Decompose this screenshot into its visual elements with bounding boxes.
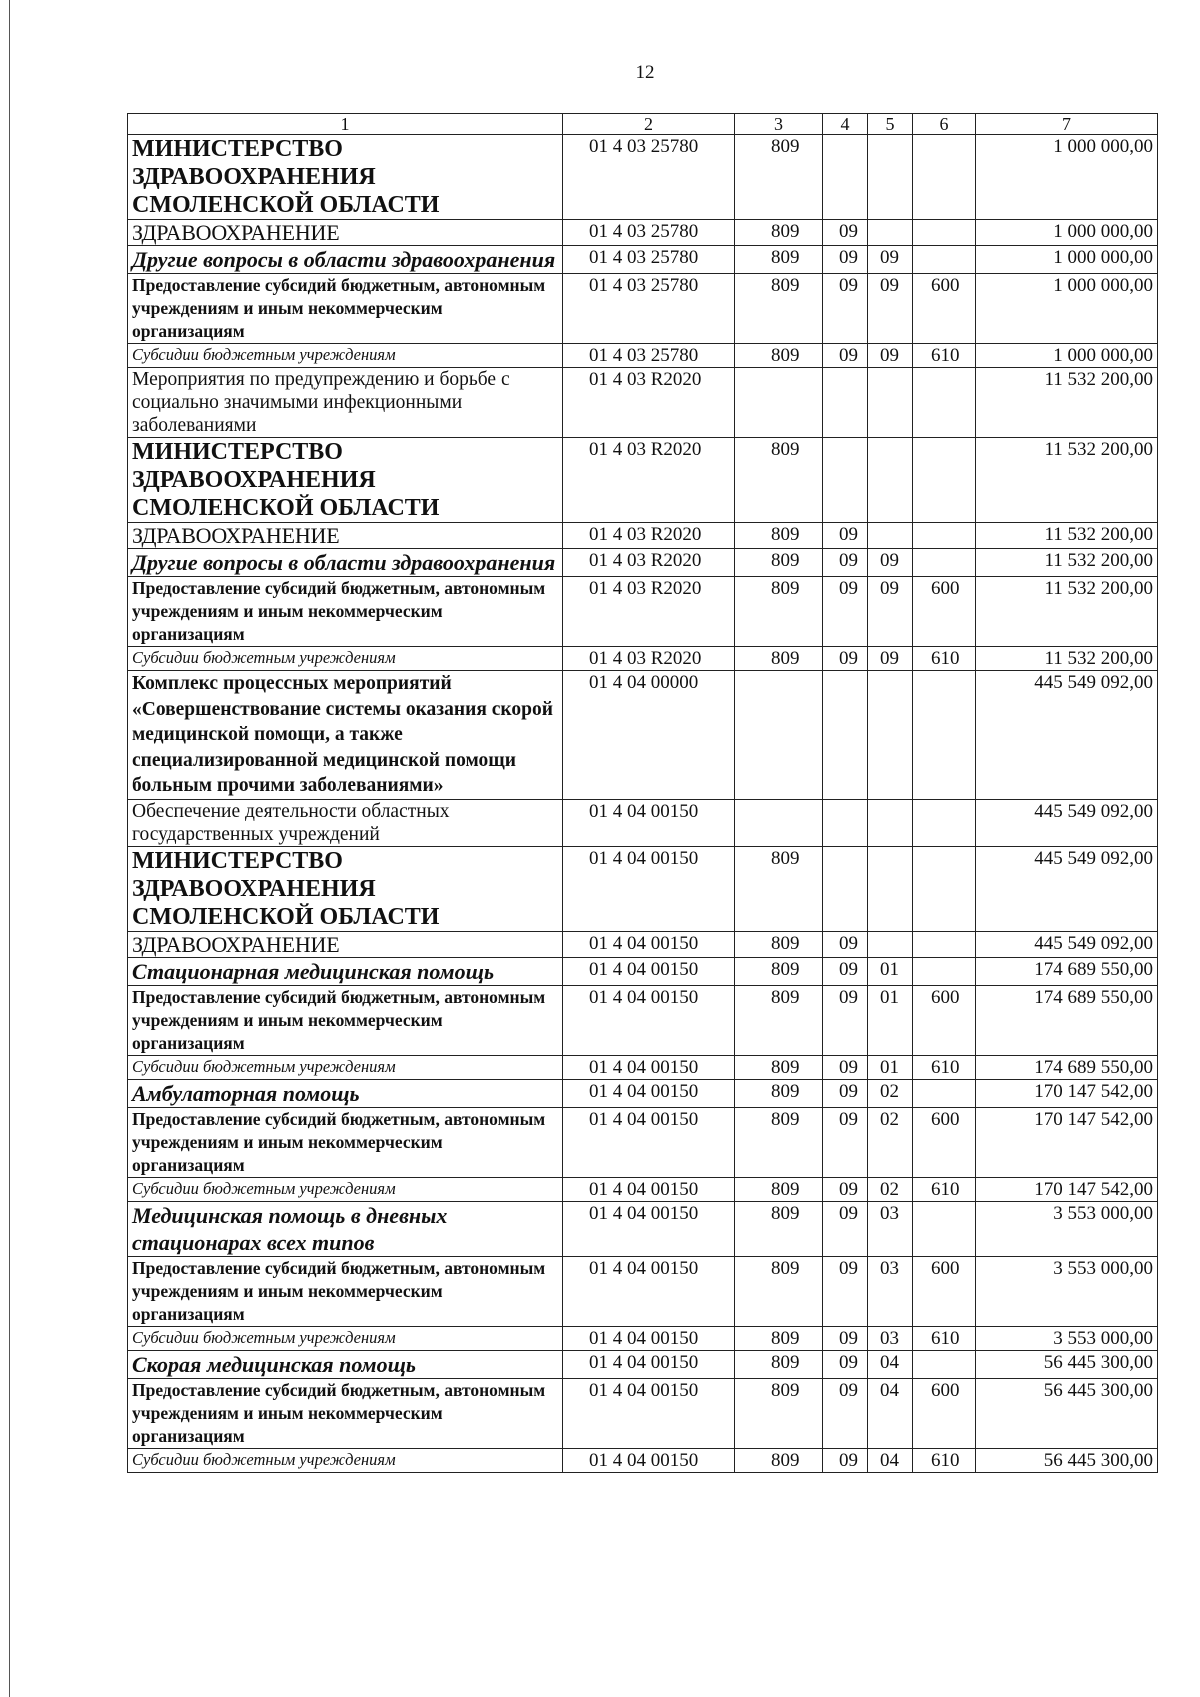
subsection-code (868, 368, 913, 438)
expense-type-code (913, 135, 976, 220)
expense-type-code: 610 (913, 344, 976, 368)
subsection-code (868, 799, 913, 846)
row-name: Обеспечение деятельности областных государственных учреждений (128, 799, 563, 846)
administrator-code: 809 (735, 1079, 823, 1107)
amount: 3 553 000,00 (976, 1256, 1158, 1326)
expense-type-code (913, 671, 976, 800)
section-code: 09 (823, 220, 868, 246)
table-row (128, 274, 1158, 344)
administrator-code: 809 (735, 957, 823, 985)
amount: 1 000 000,00 (976, 135, 1158, 220)
table-row (128, 438, 1158, 523)
section-code: 09 (823, 577, 868, 647)
row-name: ЗДРАВООХРАНЕНИЕ (128, 931, 563, 957)
expense-type-code: 610 (913, 1055, 976, 1079)
subsection-code: 02 (868, 1177, 913, 1201)
section-code (823, 846, 868, 931)
subsection-code: 04 (868, 1378, 913, 1448)
section-code: 09 (823, 647, 868, 671)
amount: 445 549 092,00 (976, 799, 1158, 846)
row-name: ЗДРАВООХРАНЕНИЕ (128, 523, 563, 549)
column-number: 6 (913, 114, 976, 135)
table-row (128, 246, 1158, 274)
budget-table-body (128, 114, 1158, 1473)
column-number: 5 (868, 114, 913, 135)
amount: 445 549 092,00 (976, 931, 1158, 957)
table-row (128, 135, 1158, 220)
row-name: ЗДРАВООХРАНЕНИЕ (128, 220, 563, 246)
subsection-code (868, 438, 913, 523)
administrator-code (735, 671, 823, 800)
table-row (128, 1326, 1158, 1350)
administrator-code (735, 368, 823, 438)
target-article-code: 01 4 04 00150 (563, 799, 735, 846)
section-code: 09 (823, 1256, 868, 1326)
expense-type-code: 600 (913, 1107, 976, 1177)
row-name: Амбулаторная помощь (128, 1079, 563, 1107)
row-name: Предоставление субсидий бюджетным, автономным учреждениям и иным некоммерческим организациям (128, 274, 563, 344)
target-article-code: 01 4 04 00150 (563, 1378, 735, 1448)
subsection-code: 01 (868, 1055, 913, 1079)
table-row (128, 957, 1158, 985)
expense-type-code (913, 246, 976, 274)
section-code (823, 135, 868, 220)
target-article-code: 01 4 03 R2020 (563, 549, 735, 577)
table-row (128, 1350, 1158, 1378)
row-name: Субсидии бюджетным учреждениям (128, 1055, 563, 1079)
row-name: МИНИСТЕРСТВО ЗДРАВООХРАНЕНИЯ СМОЛЕНСКОЙ ОБЛАСТИ (128, 135, 563, 220)
target-article-code: 01 4 04 00150 (563, 1256, 735, 1326)
section-code: 09 (823, 523, 868, 549)
subsection-code: 03 (868, 1326, 913, 1350)
amount: 170 147 542,00 (976, 1079, 1158, 1107)
subsection-code: 09 (868, 549, 913, 577)
budget-table (127, 113, 1158, 1473)
row-name: Предоставление субсидий бюджетным, автономным учреждениям и иным некоммерческим организациям (128, 1378, 563, 1448)
row-name: Субсидии бюджетным учреждениям (128, 344, 563, 368)
section-code: 09 (823, 1326, 868, 1350)
administrator-code: 809 (735, 1201, 823, 1256)
subsection-code: 01 (868, 957, 913, 985)
amount: 56 445 300,00 (976, 1350, 1158, 1378)
column-number-row (128, 114, 1158, 135)
amount: 174 689 550,00 (976, 985, 1158, 1055)
amount: 170 147 542,00 (976, 1107, 1158, 1177)
expense-type-code: 610 (913, 1177, 976, 1201)
administrator-code: 809 (735, 523, 823, 549)
amount: 56 445 300,00 (976, 1448, 1158, 1472)
amount: 170 147 542,00 (976, 1177, 1158, 1201)
row-name: Предоставление субсидий бюджетным, автономным учреждениям и иным некоммерческим организациям (128, 985, 563, 1055)
target-article-code: 01 4 04 00150 (563, 1201, 735, 1256)
subsection-code: 03 (868, 1201, 913, 1256)
subsection-code (868, 931, 913, 957)
expense-type-code (913, 1201, 976, 1256)
expense-type-code: 600 (913, 1378, 976, 1448)
section-code (823, 438, 868, 523)
subsection-code: 09 (868, 344, 913, 368)
administrator-code: 809 (735, 549, 823, 577)
amount: 56 445 300,00 (976, 1378, 1158, 1448)
row-name: Мероприятия по предупреждению и борьбе с социально значимыми инфекционными заболеваниями (128, 368, 563, 438)
scan-edge-line (9, 0, 10, 1697)
section-code: 09 (823, 274, 868, 344)
expense-type-code (913, 1079, 976, 1107)
subsection-code: 02 (868, 1107, 913, 1177)
target-article-code: 01 4 03 R2020 (563, 577, 735, 647)
target-article-code: 01 4 04 00150 (563, 931, 735, 957)
row-name: Стационарная медицинская помощь (128, 957, 563, 985)
table-row (128, 549, 1158, 577)
amount: 174 689 550,00 (976, 1055, 1158, 1079)
administrator-code: 809 (735, 1055, 823, 1079)
target-article-code: 01 4 03 25780 (563, 246, 735, 274)
row-name: Предоставление субсидий бюджетным, автономным учреждениям и иным некоммерческим организациям (128, 577, 563, 647)
table-row (128, 846, 1158, 931)
amount: 11 532 200,00 (976, 549, 1158, 577)
amount: 445 549 092,00 (976, 671, 1158, 800)
target-article-code: 01 4 04 00150 (563, 1350, 735, 1378)
expense-type-code (913, 549, 976, 577)
target-article-code: 01 4 03 25780 (563, 220, 735, 246)
subsection-code (868, 220, 913, 246)
subsection-code: 09 (868, 274, 913, 344)
section-code: 09 (823, 1378, 868, 1448)
subsection-code: 03 (868, 1256, 913, 1326)
administrator-code (735, 799, 823, 846)
table-row (128, 1256, 1158, 1326)
row-name: Медицинская помощь в дневных стационарах всех типов (128, 1201, 563, 1256)
administrator-code: 809 (735, 135, 823, 220)
row-name: МИНИСТЕРСТВО ЗДРАВООХРАНЕНИЯ СМОЛЕНСКОЙ ОБЛАСТИ (128, 438, 563, 523)
row-name: Субсидии бюджетным учреждениям (128, 1448, 563, 1472)
amount: 1 000 000,00 (976, 246, 1158, 274)
amount: 11 532 200,00 (976, 438, 1158, 523)
table-row (128, 523, 1158, 549)
section-code (823, 671, 868, 800)
section-code: 09 (823, 985, 868, 1055)
expense-type-code: 610 (913, 647, 976, 671)
target-article-code: 01 4 03 25780 (563, 135, 735, 220)
expense-type-code (913, 846, 976, 931)
expense-type-code (913, 957, 976, 985)
target-article-code: 01 4 04 00150 (563, 1177, 735, 1201)
row-name: Скорая медицинская помощь (128, 1350, 563, 1378)
section-code: 09 (823, 1201, 868, 1256)
section-code: 09 (823, 1350, 868, 1378)
section-code: 09 (823, 1079, 868, 1107)
amount: 445 549 092,00 (976, 846, 1158, 931)
section-code: 09 (823, 1177, 868, 1201)
section-code: 09 (823, 1055, 868, 1079)
target-article-code: 01 4 04 00150 (563, 1055, 735, 1079)
target-article-code: 01 4 04 00150 (563, 846, 735, 931)
administrator-code: 809 (735, 985, 823, 1055)
expense-type-code: 600 (913, 985, 976, 1055)
administrator-code: 809 (735, 1177, 823, 1201)
column-number: 3 (735, 114, 823, 135)
table-row (128, 1055, 1158, 1079)
section-code: 09 (823, 1107, 868, 1177)
target-article-code: 01 4 03 R2020 (563, 523, 735, 549)
page-number: 12 (635, 62, 655, 83)
subsection-code (868, 135, 913, 220)
expense-type-code: 600 (913, 577, 976, 647)
row-name: Другие вопросы в области здравоохранения (128, 549, 563, 577)
row-name: Комплекс процессных мероприятий «Совершенствование системы оказания скорой медицинской помощи, а также специализированной медицинской помощи больным прочими заболеваниями» (128, 671, 563, 800)
target-article-code: 01 4 03 R2020 (563, 368, 735, 438)
administrator-code: 809 (735, 1350, 823, 1378)
subsection-code: 01 (868, 985, 913, 1055)
administrator-code: 809 (735, 1107, 823, 1177)
section-code: 09 (823, 549, 868, 577)
administrator-code: 809 (735, 647, 823, 671)
table-row (128, 1107, 1158, 1177)
administrator-code: 809 (735, 438, 823, 523)
amount: 3 553 000,00 (976, 1201, 1158, 1256)
target-article-code: 01 4 04 00150 (563, 957, 735, 985)
administrator-code: 809 (735, 220, 823, 246)
table-row (128, 1079, 1158, 1107)
administrator-code: 809 (735, 274, 823, 344)
target-article-code: 01 4 04 00150 (563, 985, 735, 1055)
administrator-code: 809 (735, 1448, 823, 1472)
row-name: Другие вопросы в области здравоохранения (128, 246, 563, 274)
table-row (128, 799, 1158, 846)
table-row (128, 1177, 1158, 1201)
administrator-code: 809 (735, 931, 823, 957)
section-code (823, 799, 868, 846)
row-name: Субсидии бюджетным учреждениям (128, 1326, 563, 1350)
target-article-code: 01 4 04 00000 (563, 671, 735, 800)
table-row (128, 368, 1158, 438)
administrator-code: 809 (735, 344, 823, 368)
subsection-code: 09 (868, 246, 913, 274)
amount: 1 000 000,00 (976, 220, 1158, 246)
section-code: 09 (823, 246, 868, 274)
expense-type-code (913, 799, 976, 846)
column-number: 1 (128, 114, 563, 135)
target-article-code: 01 4 04 00150 (563, 1326, 735, 1350)
column-number: 7 (976, 114, 1158, 135)
expense-type-code (913, 368, 976, 438)
target-article-code: 01 4 03 R2020 (563, 647, 735, 671)
expense-type-code (913, 523, 976, 549)
amount: 11 532 200,00 (976, 577, 1158, 647)
target-article-code: 01 4 03 25780 (563, 344, 735, 368)
target-article-code: 01 4 04 00150 (563, 1448, 735, 1472)
amount: 174 689 550,00 (976, 957, 1158, 985)
row-name: Предоставление субсидий бюджетным, автономным учреждениям и иным некоммерческим организациям (128, 1107, 563, 1177)
amount: 11 532 200,00 (976, 368, 1158, 438)
table-row (128, 671, 1158, 800)
subsection-code: 02 (868, 1079, 913, 1107)
section-code: 09 (823, 931, 868, 957)
subsection-code (868, 671, 913, 800)
column-number: 2 (563, 114, 735, 135)
table-row (128, 220, 1158, 246)
subsection-code: 09 (868, 577, 913, 647)
row-name: Предоставление субсидий бюджетным, автономным учреждениям и иным некоммерческим организациям (128, 1256, 563, 1326)
expense-type-code: 600 (913, 1256, 976, 1326)
administrator-code: 809 (735, 1378, 823, 1448)
table-row (128, 1448, 1158, 1472)
amount: 3 553 000,00 (976, 1326, 1158, 1350)
subsection-code: 04 (868, 1350, 913, 1378)
target-article-code: 01 4 03 25780 (563, 274, 735, 344)
amount: 1 000 000,00 (976, 344, 1158, 368)
administrator-code: 809 (735, 1256, 823, 1326)
row-name: Субсидии бюджетным учреждениям (128, 647, 563, 671)
target-article-code: 01 4 04 00150 (563, 1107, 735, 1177)
section-code: 09 (823, 344, 868, 368)
subsection-code (868, 846, 913, 931)
subsection-code: 09 (868, 647, 913, 671)
administrator-code: 809 (735, 577, 823, 647)
target-article-code: 01 4 03 R2020 (563, 438, 735, 523)
administrator-code: 809 (735, 1326, 823, 1350)
table-row (128, 1201, 1158, 1256)
table-row (128, 647, 1158, 671)
table-row (128, 931, 1158, 957)
administrator-code: 809 (735, 246, 823, 274)
table-row (128, 985, 1158, 1055)
target-article-code: 01 4 04 00150 (563, 1079, 735, 1107)
expense-type-code (913, 931, 976, 957)
column-number: 4 (823, 114, 868, 135)
table-row (128, 577, 1158, 647)
section-code (823, 368, 868, 438)
expense-type-code (913, 438, 976, 523)
subsection-code (868, 523, 913, 549)
administrator-code: 809 (735, 846, 823, 931)
subsection-code: 04 (868, 1448, 913, 1472)
amount: 11 532 200,00 (976, 523, 1158, 549)
expense-type-code: 600 (913, 274, 976, 344)
row-name: МИНИСТЕРСТВО ЗДРАВООХРАНЕНИЯ СМОЛЕНСКОЙ ОБЛАСТИ (128, 846, 563, 931)
amount: 11 532 200,00 (976, 647, 1158, 671)
section-code: 09 (823, 1448, 868, 1472)
expense-type-code (913, 1350, 976, 1378)
expense-type-code: 610 (913, 1448, 976, 1472)
amount: 1 000 000,00 (976, 274, 1158, 344)
section-code: 09 (823, 957, 868, 985)
table-row (128, 1378, 1158, 1448)
table-row (128, 344, 1158, 368)
row-name: Субсидии бюджетным учреждениям (128, 1177, 563, 1201)
expense-type-code (913, 220, 976, 246)
expense-type-code: 610 (913, 1326, 976, 1350)
